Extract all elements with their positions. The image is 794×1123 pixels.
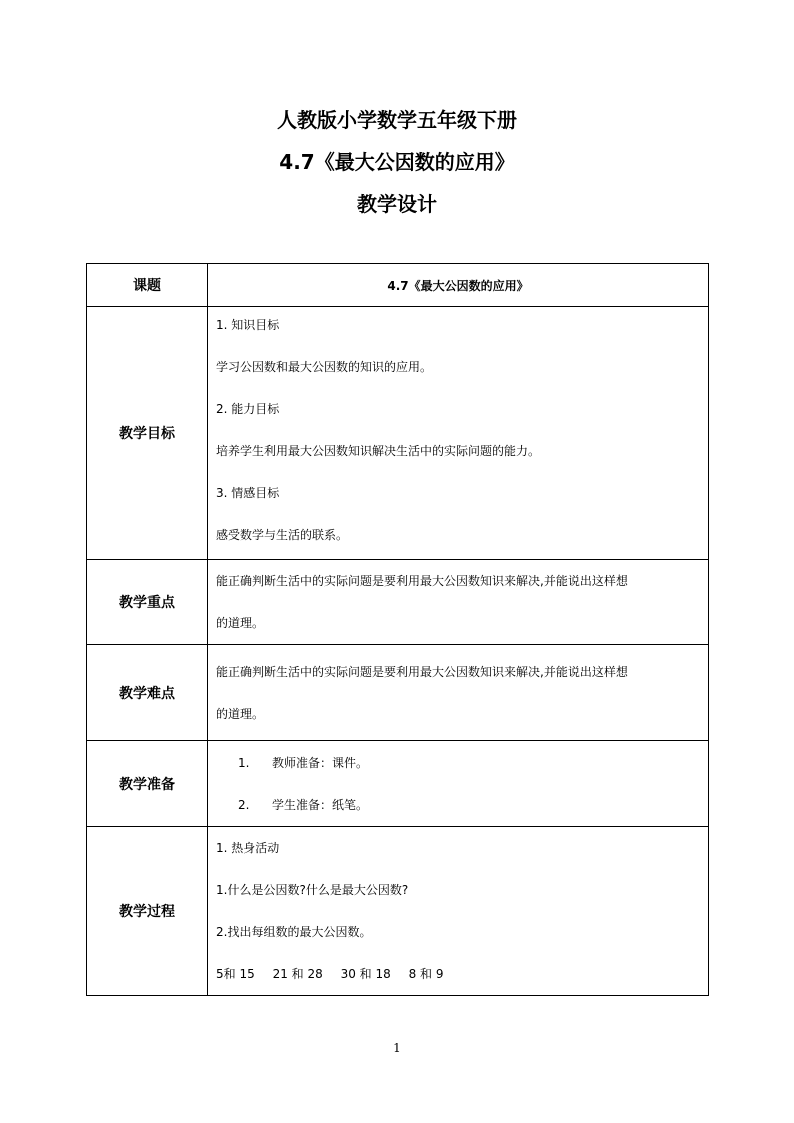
difficulties-content (208, 645, 709, 741)
document-title: 人教版小学数学五年级下册 (277, 108, 517, 132)
preparation-item (208, 742, 708, 784)
table-row (87, 741, 709, 827)
difficulties-line: 的道理。 (216, 706, 265, 721)
objectives-line: 1. 知识目标 (216, 318, 280, 332)
difficulties-line: 能正确判断生活中的实际问题是要利用最大公因数知识来解决,并能说出这样想 (216, 664, 628, 679)
lesson-plan-table (86, 263, 709, 996)
topic-label: 课题 (87, 264, 208, 307)
number-groups (208, 953, 708, 995)
key-points-line: 能正确判断生活中的实际问题是要利用最大公因数知识来解决,并能说出这样想 (216, 574, 628, 588)
preparation-item-text: 学生准备：纸笔。 (272, 797, 369, 812)
preparation-content (208, 741, 709, 827)
preparation-label: 教学准备 (87, 741, 208, 827)
objectives-line: 学习公因数和最大公因数的知识的应用。 (216, 360, 433, 374)
table-row (87, 560, 709, 645)
table-row (87, 264, 709, 307)
preparation-item-number: 2. (238, 797, 250, 812)
preparation-item-text: 教师准备：课件。 (272, 755, 369, 770)
number-group: 8 和 9 (408, 967, 444, 981)
table-row (87, 827, 709, 996)
difficulties-label: 教学难点 (87, 645, 208, 741)
process-line: 2.找出每组数的最大公因数。 (216, 925, 372, 939)
document-subtitle: 教学设计 (357, 192, 437, 216)
objectives-content (208, 307, 709, 560)
key-points-label: 教学重点 (87, 560, 208, 645)
preparation-item (208, 784, 708, 826)
table-row (87, 645, 709, 741)
process-content (208, 827, 709, 996)
process-label: 教学过程 (87, 827, 208, 996)
table-row (87, 307, 709, 560)
key-points-content (208, 560, 709, 645)
objectives-line: 培养学生利用最大公因数知识解决生活中的实际问题的能力。 (216, 444, 541, 458)
lesson-title: 4.7《最大公因数的应用》 (279, 150, 515, 174)
process-line: 1. 热身活动 (216, 841, 280, 855)
topic-value: 4.7《最大公因数的应用》 (208, 264, 709, 307)
objectives-line: 2. 能力目标 (216, 402, 280, 416)
objectives-label: 教学目标 (87, 307, 208, 560)
key-points-line: 的道理。 (216, 616, 265, 630)
objectives-line: 3. 情感目标 (216, 486, 280, 500)
preparation-item-number: 1. (238, 755, 250, 770)
objectives-line: 感受数学与生活的联系。 (216, 528, 349, 542)
number-group: 21 和 28 (272, 967, 323, 981)
number-group: 5和 15 (216, 967, 255, 981)
page-number: 1 (393, 1041, 401, 1055)
process-line: 1.什么是公因数?什么是最大公因数? (216, 883, 409, 897)
number-group: 30 和 18 (340, 967, 391, 981)
